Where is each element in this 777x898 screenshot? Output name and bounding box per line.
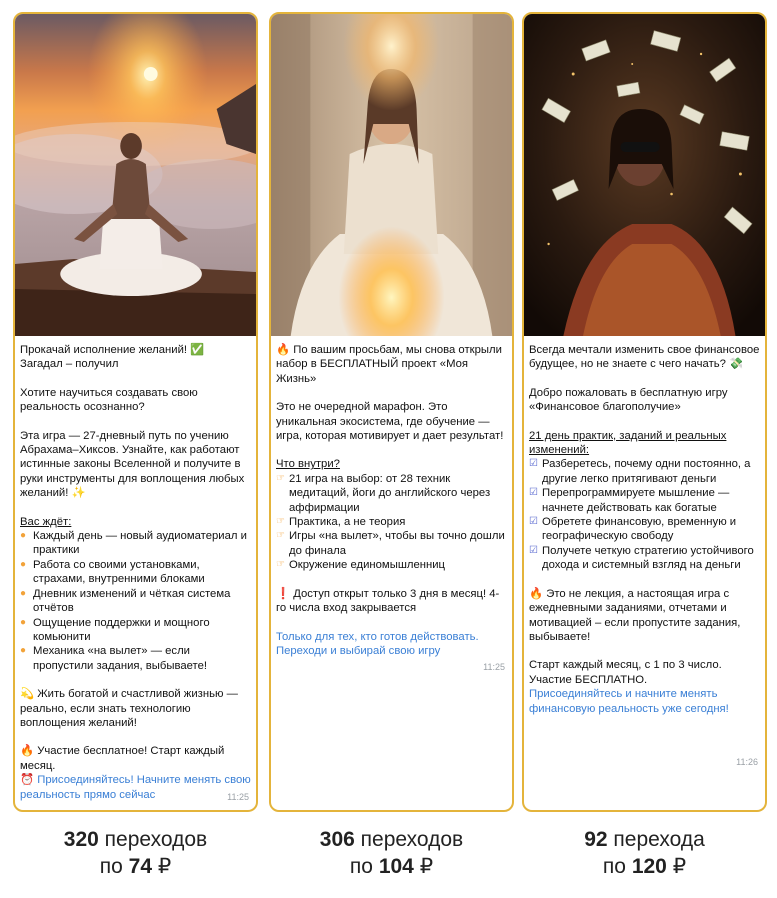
post-paragraph: ❗ Доступ открыт только 3 дня в месяц! 4-го числа вход закрывается xyxy=(276,587,500,615)
finger-icon: ☞ xyxy=(276,559,285,571)
list-item: ☑ Обретете финансовую, временную и географическую свободу xyxy=(529,516,737,543)
post-paragraph: Хотите научиться создавать свою реальность осознанно? xyxy=(20,386,198,414)
list-item: ● Каждый день — новый аудиоматериал и практики xyxy=(20,530,247,557)
post-paragraph: 💫 Жить богатой и счастливой жизнью — реально, если знать технологию воплощения желаний! xyxy=(20,688,238,729)
ad-card-1 xyxy=(13,12,258,812)
post-paragraph: Добро пожаловать в бесплатную игру «Финансовое благополучие» xyxy=(529,386,728,414)
benefit-list xyxy=(20,529,251,673)
post-text-2 xyxy=(271,336,512,658)
price-per-click: по 120 ₽ xyxy=(602,855,687,878)
ad-image-2 xyxy=(271,14,512,336)
clicks-count: 320 переходов xyxy=(63,828,208,851)
list-title: 21 день практик, заданий и реальных изменений: xyxy=(529,429,727,457)
message-time: 11:26 xyxy=(736,757,758,767)
list-item: ● Механика «на вылет» — если пропустили задания, выбываете! xyxy=(20,645,208,672)
list-item: ☞ Окружение единомышленниц xyxy=(276,559,446,572)
message-time: 11:25 xyxy=(483,662,505,672)
finger-icon: ☞ xyxy=(276,530,285,542)
post-text-3 xyxy=(524,336,765,716)
post-text-1 xyxy=(15,336,256,802)
list-item: ☑ Разберетесь, почему одни постоянно, а другие легко притягивают деньги xyxy=(529,458,751,485)
bullet-icon: ● xyxy=(20,530,27,542)
post-paragraph: Эта игра — 27-дневный путь по учению Абрахама–Хиксов. Узнайте, как работают истинные законы Вселенной и получите в руки инструменты для воплощения любых желаний! ✨ xyxy=(20,429,245,500)
post-paragraph: 🔥 Участие бесплатное! Старт каждый месяц. xyxy=(20,745,225,772)
cta-link[interactable]: Только для тех, кто готов действовать. Переходи и выбирай свою игру xyxy=(276,630,479,657)
post-paragraph: Это не очередной марафон. Это уникальная экосистема, где обучение — игра, которая мотивирует и дает результат! xyxy=(276,401,504,443)
ad-image-1 xyxy=(15,14,256,336)
post-line: Загадал – получил xyxy=(20,358,119,371)
clicks-count: 306 переходов xyxy=(319,828,464,851)
cta-link[interactable]: Присоединяйтесь и начните менять финансовую реальность уже сегодня! xyxy=(529,688,729,715)
price-per-click: по 74 ₽ xyxy=(99,855,172,878)
post-paragraph: 🔥 По вашим просьбам, мы снова открыли набор в БЕСПЛАТНЫЙ проект «Моя Жизнь» xyxy=(276,344,502,385)
list-item: ☞ Игры «на вылет», чтобы вы точно дошли до финала xyxy=(276,530,505,557)
bullet-icon: ● xyxy=(20,558,27,570)
bullet-icon: ● xyxy=(20,587,27,599)
post-paragraph: Всегда мечтали изменить свое финансовое будущее, но не знаете с чего начать? 💸 xyxy=(529,344,760,371)
cta-link[interactable]: ⏰ Присоединяйтесь! Начните менять свою реальность прямо сейчас xyxy=(20,774,251,801)
stats-card-3 xyxy=(522,826,767,880)
checkbox-icon: ☑ xyxy=(529,544,538,556)
clicks-count: 92 перехода xyxy=(584,828,705,851)
list-item: ● Дневник изменений и чёткая система отчётов xyxy=(20,587,231,615)
list-item: ● Работа со своими установками, страхами, внутренними блоками xyxy=(20,558,205,586)
post-paragraph: Старт каждый месяц, с 1 по 3 число. Участие БЕСПЛАТНО. xyxy=(529,659,722,686)
stats-card-2 xyxy=(269,826,514,880)
list-title: Что внутри? xyxy=(276,458,340,471)
post-paragraph: 🔥 Это не лекция, а настоящая игра с ежедневными заданиями, отчетами и мотивацией – если пропустите задания, выбываете! xyxy=(529,587,741,643)
stats-card-1 xyxy=(13,826,258,880)
ad-card-3 xyxy=(522,12,767,812)
list-item: ● Ощущение поддержки и мощного комьюнити xyxy=(20,616,210,643)
bullet-icon: ● xyxy=(20,616,27,628)
list-item: ☞ Практика, а не теория xyxy=(276,516,406,529)
finger-icon: ☞ xyxy=(276,472,285,484)
feature-list xyxy=(276,472,507,573)
list-title: Вас ждёт: xyxy=(20,515,72,528)
list-item: ☞ 21 игра на выбор: от 28 техник медитаций, йоги до английского через аффирмации xyxy=(276,472,491,514)
checkbox-icon: ☑ xyxy=(529,516,538,528)
checkbox-icon: ☑ xyxy=(529,458,538,470)
finger-icon: ☞ xyxy=(276,516,285,528)
checkbox-icon: ☑ xyxy=(529,487,538,499)
ad-card-2 xyxy=(269,12,514,812)
post-line: Прокачай исполнение желаний! ✅ xyxy=(20,344,205,356)
list-item: ☑ Получете четкую стратегию устойчивого дохода и системный взгляд на деньги xyxy=(529,544,754,572)
bullet-icon: ● xyxy=(20,645,27,657)
result-list xyxy=(529,457,760,572)
message-time: 11:25 xyxy=(227,792,249,802)
price-per-click: по 104 ₽ xyxy=(349,855,434,878)
ad-image-3 xyxy=(524,14,765,336)
list-item: ☑ Перепрограммируете мышление — начнете действовать как богатые xyxy=(529,487,730,514)
